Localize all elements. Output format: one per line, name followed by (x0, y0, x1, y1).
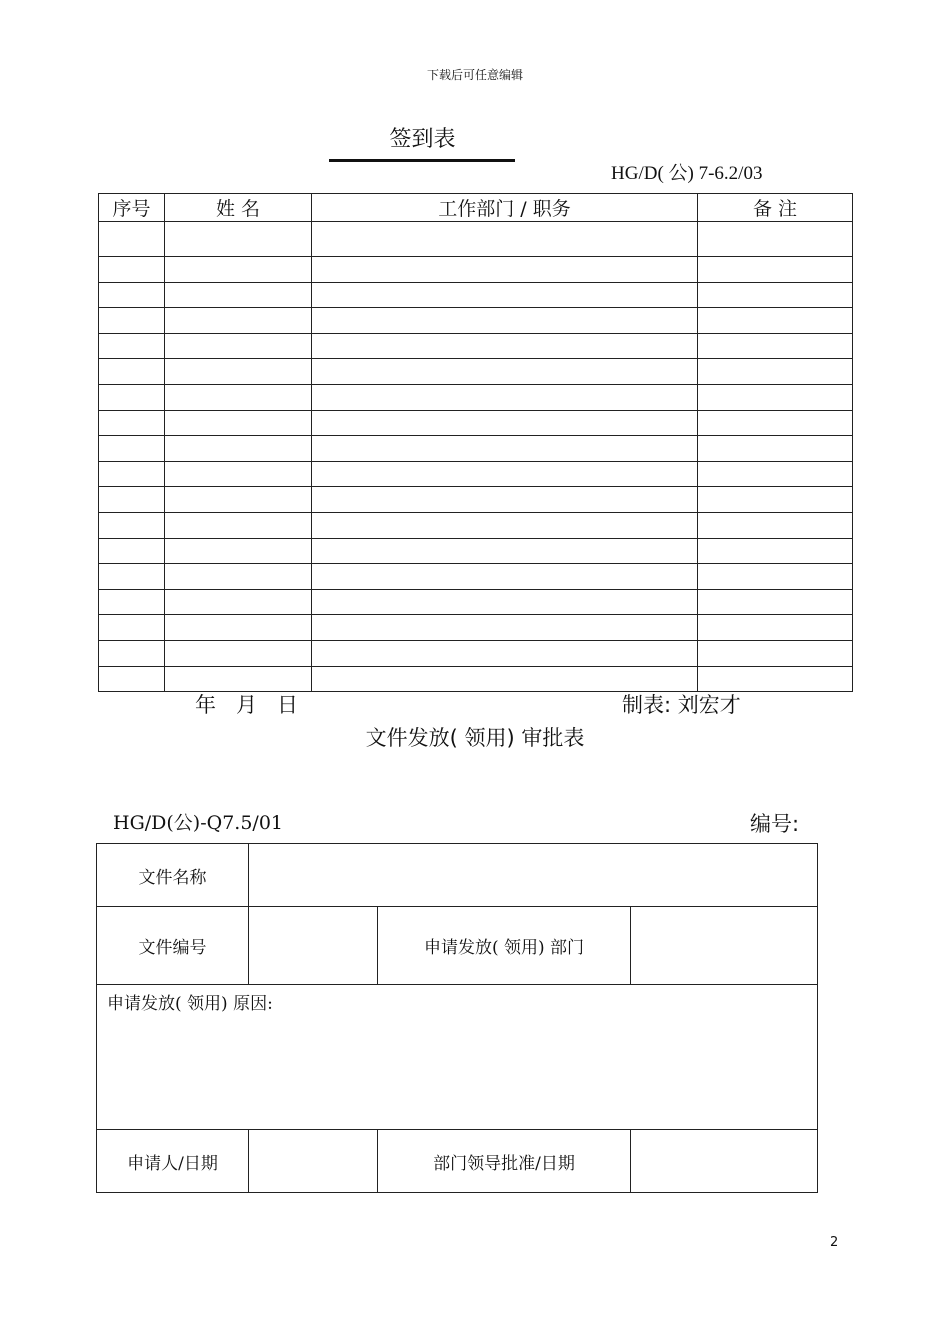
name-cell[interactable] (165, 538, 312, 564)
number-cell[interactable] (99, 487, 165, 513)
name-cell[interactable] (165, 487, 312, 513)
apply-dept-label: 申请发放( 领用) 部门 (423, 937, 585, 958)
department-cell[interactable] (312, 222, 698, 257)
number-cell[interactable] (99, 308, 165, 334)
table-row (99, 589, 853, 615)
remark-cell[interactable] (698, 222, 853, 257)
department-cell[interactable] (312, 487, 698, 513)
remark-cell[interactable] (698, 384, 853, 410)
file-number-field[interactable] (249, 906, 377, 984)
department-cell[interactable] (312, 359, 698, 385)
table-row (99, 487, 853, 513)
col-header-department: 工作部门 / 职务 (312, 194, 698, 222)
page-number: 2 (830, 1235, 839, 1250)
department-cell[interactable] (312, 384, 698, 410)
name-cell[interactable] (165, 308, 312, 334)
name-cell[interactable] (165, 359, 312, 385)
reason-label: 申请发放( 领用) 原因: (107, 994, 273, 1014)
table-row (99, 222, 853, 257)
remark-cell[interactable] (698, 538, 853, 564)
remark-cell[interactable] (698, 487, 853, 513)
maker-label: 制表: 刘宏才 (622, 693, 741, 717)
divider (97, 984, 817, 985)
table-row (99, 359, 853, 385)
department-cell[interactable] (312, 308, 698, 334)
name-cell[interactable] (165, 282, 312, 308)
applicant-label: 申请人/日期 (127, 1153, 218, 1174)
remark-cell[interactable] (698, 257, 853, 283)
table-row (99, 333, 853, 359)
table-row (99, 282, 853, 308)
number-cell[interactable] (99, 333, 165, 359)
col-header-remark: 备 注 (698, 194, 853, 222)
number-cell[interactable] (99, 410, 165, 436)
remark-cell[interactable] (698, 564, 853, 590)
sign-in-code: HG/D( 公) 7-6.2/03 (611, 163, 763, 184)
table-row (99, 640, 853, 666)
department-cell[interactable] (312, 461, 698, 487)
title-underline (329, 159, 515, 162)
file-number-label: 文件编号 (138, 937, 207, 958)
name-cell[interactable] (165, 615, 312, 641)
remark-cell[interactable] (698, 333, 853, 359)
number-cell[interactable] (99, 282, 165, 308)
table-row (99, 512, 853, 538)
number-cell[interactable] (99, 666, 165, 692)
leader-field[interactable] (631, 1130, 817, 1192)
approval-table (96, 843, 818, 1193)
department-cell[interactable] (312, 589, 698, 615)
sign-in-title: 签到表 (389, 127, 456, 152)
remark-cell[interactable] (698, 308, 853, 334)
department-cell[interactable] (312, 615, 698, 641)
remark-cell[interactable] (698, 282, 853, 308)
table-row (99, 384, 853, 410)
department-cell[interactable] (312, 436, 698, 462)
remark-cell[interactable] (698, 666, 853, 692)
number-cell[interactable] (99, 461, 165, 487)
department-cell[interactable] (312, 410, 698, 436)
number-cell[interactable] (99, 257, 165, 283)
number-cell[interactable] (99, 436, 165, 462)
date-label: 年 月 日 (195, 693, 299, 717)
leader-label: 部门领导批准/日期 (433, 1153, 575, 1174)
name-cell[interactable] (165, 461, 312, 487)
col-header-name: 姓 名 (165, 194, 312, 222)
number-cell[interactable] (99, 538, 165, 564)
sign-in-table (98, 193, 853, 692)
table-row (99, 538, 853, 564)
table-row (99, 615, 853, 641)
table-row (99, 666, 853, 692)
header-note: 下载后可任意编辑 (426, 68, 523, 82)
remark-cell[interactable] (698, 640, 853, 666)
name-cell[interactable] (165, 666, 312, 692)
remark-cell[interactable] (698, 512, 853, 538)
department-cell[interactable] (312, 640, 698, 666)
name-cell[interactable] (165, 257, 312, 283)
department-cell[interactable] (312, 666, 698, 692)
number-cell[interactable] (99, 222, 165, 257)
name-cell[interactable] (165, 512, 312, 538)
table-row (99, 308, 853, 334)
reason-field[interactable] (97, 1016, 817, 1128)
table-row (99, 564, 853, 590)
number-cell[interactable] (99, 512, 165, 538)
number-label: 编号: (750, 812, 800, 836)
name-cell[interactable] (165, 589, 312, 615)
name-cell[interactable] (165, 436, 312, 462)
remark-cell[interactable] (698, 589, 853, 615)
department-cell[interactable] (312, 257, 698, 283)
name-cell[interactable] (165, 384, 312, 410)
sign-in-body (99, 222, 853, 692)
department-cell[interactable] (312, 333, 698, 359)
number-cell[interactable] (99, 589, 165, 615)
department-cell[interactable] (312, 512, 698, 538)
name-cell[interactable] (165, 640, 312, 666)
name-cell[interactable] (165, 564, 312, 590)
remark-cell[interactable] (698, 461, 853, 487)
approval-code: HG/D(公)-Q7.5/01 (113, 812, 283, 834)
department-cell[interactable] (312, 564, 698, 590)
table-row (99, 461, 853, 487)
number-cell[interactable] (99, 564, 165, 590)
table-row (99, 257, 853, 283)
table-row (99, 436, 853, 462)
remark-cell[interactable] (698, 359, 853, 385)
table-header-row (99, 194, 853, 222)
file-name-label: 文件名称 (138, 867, 207, 888)
remark-cell[interactable] (698, 615, 853, 641)
number-cell[interactable] (99, 615, 165, 641)
number-cell[interactable] (99, 384, 165, 410)
number-cell[interactable] (99, 640, 165, 666)
col-header-number: 序号 (99, 194, 165, 222)
remark-cell[interactable] (698, 436, 853, 462)
apply-dept-field[interactable] (631, 906, 817, 984)
file-name-field[interactable] (249, 844, 817, 906)
name-cell[interactable] (165, 333, 312, 359)
approval-title: 文件发放( 领用) 审批表 (365, 726, 585, 750)
applicant-field[interactable] (249, 1130, 377, 1192)
name-cell[interactable] (165, 222, 312, 257)
number-cell[interactable] (99, 359, 165, 385)
table-row (99, 410, 853, 436)
remark-cell[interactable] (698, 410, 853, 436)
department-cell[interactable] (312, 538, 698, 564)
name-cell[interactable] (165, 410, 312, 436)
department-cell[interactable] (312, 282, 698, 308)
